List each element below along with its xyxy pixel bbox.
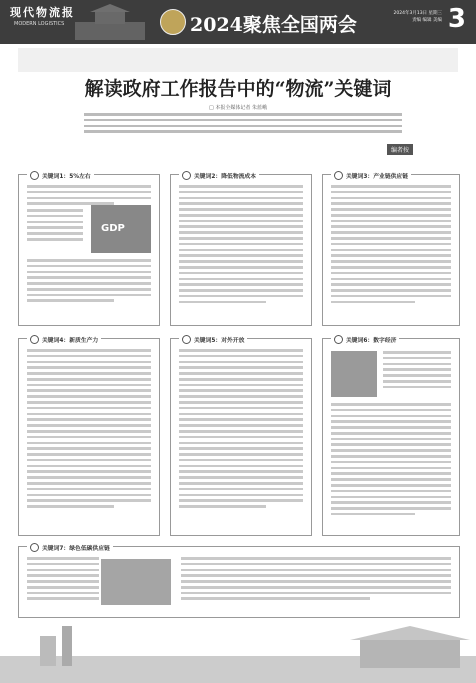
keyword-box-4 [18,338,160,536]
green-logistics-image [101,559,171,605]
lead-paragraph [84,113,402,136]
keyword-label: 关键词7：绿色低碳供应链 [27,543,113,552]
circle-icon [334,171,343,180]
section-title: 2024聚焦全国两会 [190,14,357,36]
gdp-image: GDP [91,205,151,253]
circle-icon [334,335,343,344]
byline: □ 本报全媒体记者 朱蓝峨 [209,105,267,111]
keyword-box-2 [170,174,312,326]
paper-logo-sub: MODERN LOGISTICS [14,21,65,27]
article-title: 解读政府工作报告中的“物流”关键词 [84,78,392,100]
meta-date: 2024年3月13日 星期三 [393,11,442,16]
circle-icon [30,543,39,552]
keyword-label: 关键词1：5%左右 [27,171,94,180]
footer-skyline-illustration [0,616,476,683]
keyword-box-3 [322,174,460,326]
national-emblem-icon [160,9,186,35]
circle-icon [182,335,191,344]
paper-logo: 现代物流报 [10,6,75,19]
keyword-label: 关键词5：对外开放 [179,335,247,344]
meta-editors: 责编 编辑 美编 [412,18,442,23]
intro-band [18,48,458,72]
keyword-label: 关键词3：产业链供应链 [331,171,411,180]
circle-icon [30,335,39,344]
keyword-label: 关键词6：数字经济 [331,335,399,344]
circle-icon [182,171,191,180]
editor-badge: 编者按 [387,144,413,155]
keyword-label: 关键词2：降低物流成本 [179,171,259,180]
digital-economy-image [331,351,377,397]
masthead-meta [347,10,442,24]
masthead [0,0,476,44]
building-illustration [70,2,150,42]
keyword-box-1 [18,174,160,326]
page-number: 3 [447,4,466,34]
keyword-label: 关键词4：新质生产力 [27,335,101,344]
circle-icon [30,171,39,180]
keyword-box-5 [170,338,312,536]
keyword-box-6 [322,338,460,536]
keyword-box-7 [18,546,460,618]
